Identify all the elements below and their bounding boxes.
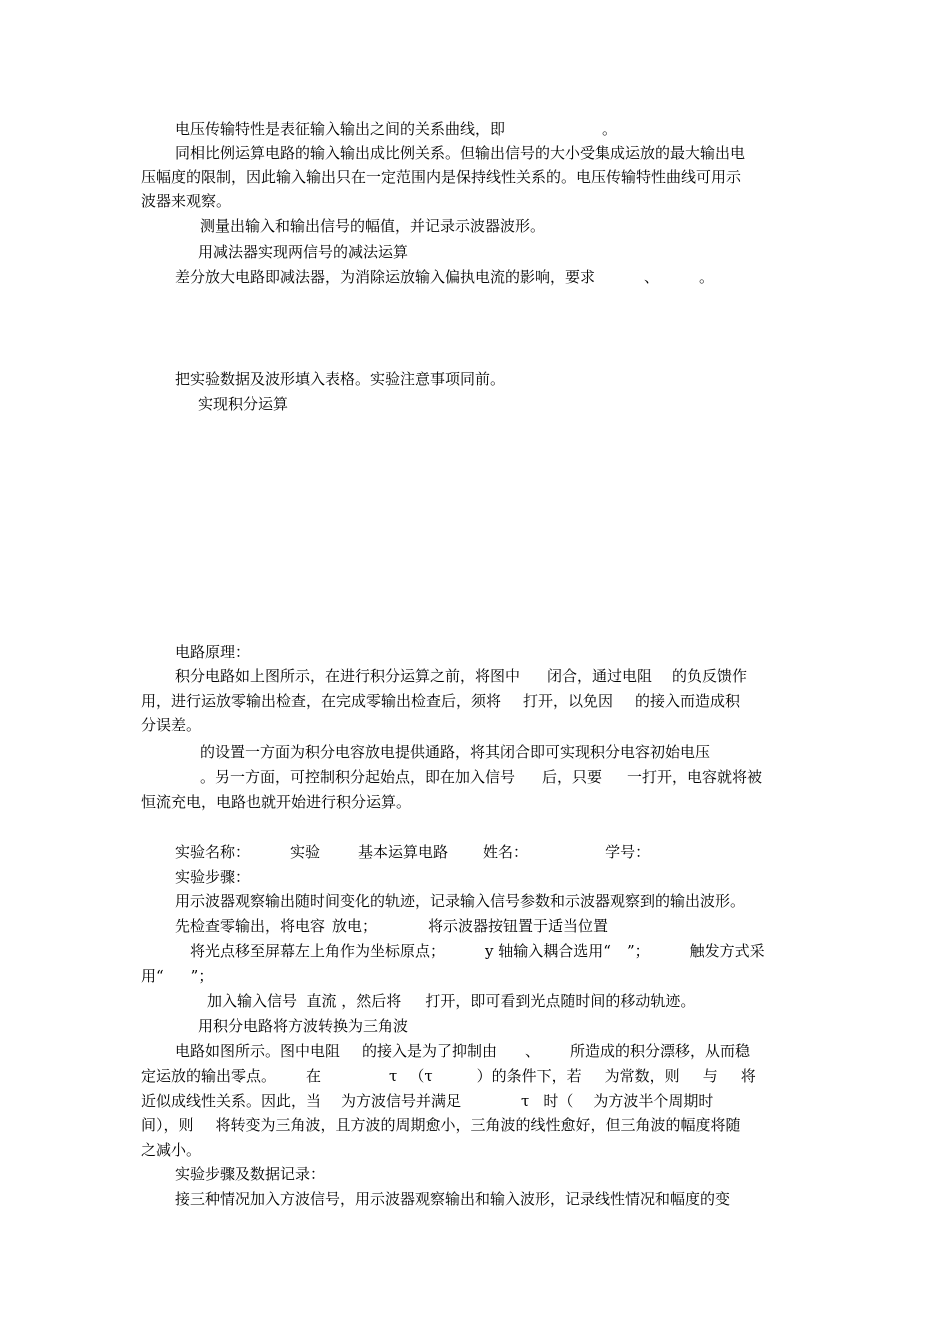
text-fragment: 的接入是为了抑制由 — [362, 1042, 498, 1060]
text-fragment: 先检查零输出，将电容 — [175, 917, 326, 935]
text-fragment: 为方波半个周期时 — [593, 1092, 714, 1110]
text-fragment: 在 — [306, 1067, 322, 1085]
text-fragment: 的接入而造成积 — [635, 692, 741, 710]
text-line: 用积分电路将方波转换为三角波 — [198, 1017, 409, 1035]
text-fragment: 。 — [602, 120, 618, 138]
text-line: 恒流充电，电路也就开始进行积分运算。 — [141, 793, 412, 811]
text-fragment: 触发方式采 — [689, 942, 765, 960]
text-fragment: 差分放大电路即减法器，为消除运放输入偏执电流的影响，要求 — [175, 268, 596, 286]
text-line: 电路原理： — [175, 643, 251, 661]
text-line: 把实验数据及波形填入表格。实验注意事项同前。 — [175, 370, 506, 388]
text-fragment: 用“ — [141, 967, 164, 985]
text-fragment: 将 — [740, 1067, 756, 1085]
text-line: 实验步骤及数据记录： — [175, 1165, 326, 1183]
label-experiment-name: 实验名称： — [175, 843, 251, 861]
text-line: 实现积分运算 — [198, 395, 289, 413]
text-fragment: 所造成的积分漂移，从而稳 — [570, 1042, 751, 1060]
text-fragment: 一打开，电容就将被 — [627, 768, 763, 786]
text-fragment: 、 — [525, 1042, 541, 1060]
text-fragment: 。 — [699, 268, 715, 286]
text-line: 接三种情况加入方波信号，用示波器观察输出和输入波形，记录线性情况和幅度的变 — [175, 1190, 731, 1208]
text-line — [175, 119, 617, 139]
text-fragment: 电压传输特性是表征输入输出之间的关系曲线，即 — [175, 120, 506, 138]
text-line: 的设置一方面为积分电容放电提供通路，将其闭合即可实现积分电容初始电压 — [200, 743, 711, 761]
text-fragment: 的负反馈作 — [672, 667, 748, 685]
text-fragment: 实验 — [290, 843, 321, 861]
text-line — [175, 267, 714, 287]
text-line: 之减小。 — [141, 1141, 202, 1159]
text-fragment: 电路如图所示。图中电阻 — [175, 1042, 341, 1060]
text-fragment: 为方波信号并满足 — [341, 1092, 462, 1110]
text-line: 用减法器实现两信号的减法运算 — [198, 243, 409, 261]
text-fragment: ”； — [190, 967, 214, 985]
text-fragment: 将光点移至屏幕左上角作为坐标原点； — [190, 942, 446, 960]
text-line: 实验步骤： — [175, 868, 251, 886]
text-line: 测量出输入和输出信号的幅值，并记录示波器波形。 — [200, 217, 546, 235]
text-line — [207, 991, 695, 1011]
text-fragment: 闭合，通过电阻 — [547, 667, 653, 685]
text-line: 用示波器观察输出随时间变化的轨迹，记录输入信号参数和示波器观察到的输出波形。 — [175, 892, 746, 910]
text-line: 波器来观察。 — [141, 192, 232, 210]
text-fragment: 近似成线性关系。因此，当 — [141, 1092, 322, 1110]
text-fragment: 后，只要 — [542, 768, 603, 786]
text-line — [200, 767, 762, 787]
text-line: 分误差。 — [141, 716, 202, 734]
text-fragment: 为常数，则 — [604, 1067, 680, 1085]
text-line — [141, 691, 740, 711]
text-line — [141, 1066, 756, 1086]
text-line — [190, 941, 765, 961]
text-fragment: ”； — [626, 942, 650, 960]
text-line — [175, 666, 747, 686]
text-line: 同相比例运算电路的输入输出成比例关系。但输出信号的大小受集成运放的最大输出电 — [175, 144, 746, 162]
text-line — [141, 1091, 713, 1111]
text-fragment: 放电； — [332, 917, 378, 935]
tau-symbol: τ — [521, 1092, 530, 1110]
text-fragment: 加入输入信号 直流 ，然后将 — [207, 992, 402, 1010]
text-line — [141, 1115, 741, 1135]
text-fragment: 用，进行运放零输出检查，在完成零输出检查后，须将 — [141, 692, 502, 710]
experiment-title: 基本运算电路 — [358, 843, 449, 861]
text-fragment: 积分电路如上图所示，在进行积分运算之前，将图中 — [175, 667, 521, 685]
text-fragment: 将示波器按钮置于适当位置 — [428, 917, 609, 935]
text-fragment: 间），则 — [141, 1116, 194, 1134]
text-fragment: 时（ — [543, 1092, 574, 1110]
experiment-header — [175, 842, 650, 862]
text-fragment: 与 — [702, 1067, 718, 1085]
text-line — [141, 966, 213, 986]
text-fragment: y 轴输入耦合选用“ — [485, 942, 611, 960]
text-fragment: 定运放的输出零点。 — [141, 1067, 277, 1085]
text-fragment: 、 — [644, 268, 660, 286]
label-name: 姓名： — [483, 843, 529, 861]
text-line: 压幅度的限制，因此输入输出只在一定范围内是保持线性关系的。电压传输特性曲线可用示 — [141, 168, 742, 186]
text-fragment: 。另一方面，可控制积分起始点，即在加入信号 — [200, 768, 516, 786]
text-line — [175, 916, 608, 936]
text-line — [175, 1041, 750, 1061]
text-fragment: ）的条件下，若 — [476, 1067, 582, 1085]
label-student-id: 学号： — [605, 843, 651, 861]
text-fragment: （τ — [409, 1067, 433, 1085]
text-fragment: 将转变为三角波，且方波的周期愈小，三角波的线性愈好，但三角波的幅度将随 — [215, 1116, 741, 1134]
text-fragment: 打开，即可看到光点随时间的移动轨迹。 — [425, 992, 696, 1010]
tau-symbol: τ — [389, 1067, 398, 1085]
text-fragment: 打开，以免因 — [523, 692, 614, 710]
